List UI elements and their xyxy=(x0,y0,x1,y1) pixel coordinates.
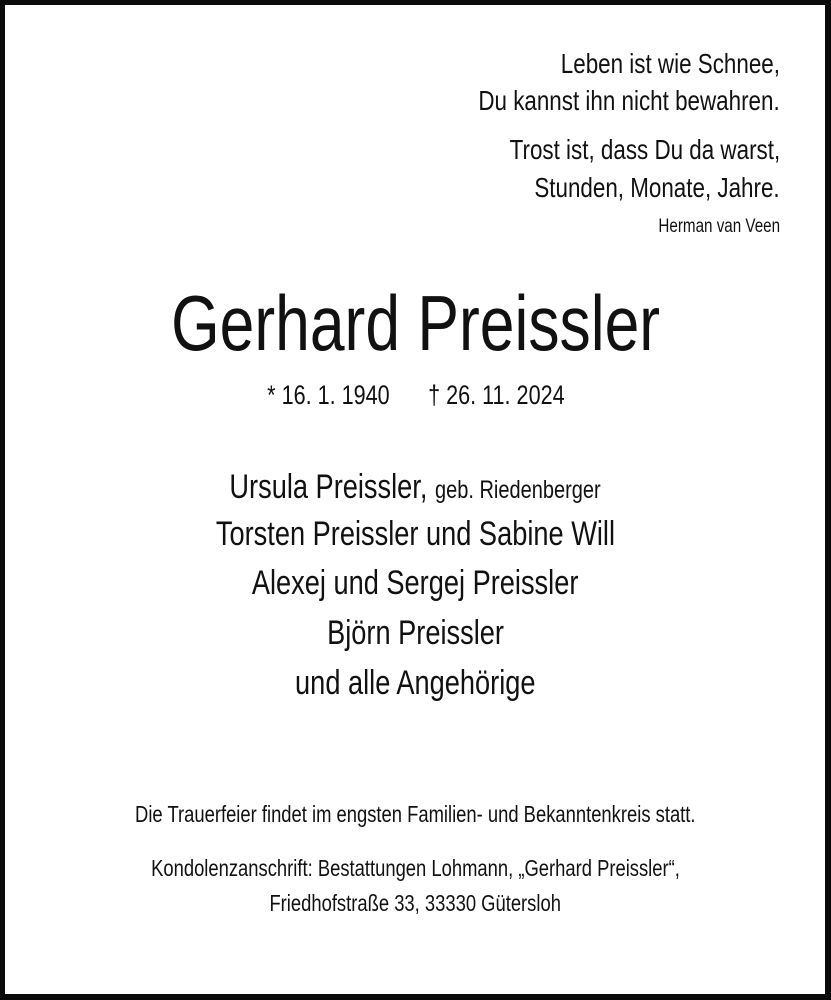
quote-author xyxy=(628,217,780,236)
address-line-1-text: Kondolenzanschrift: Bestattungen Lohmann, „Gerhard Preissler“, xyxy=(151,855,680,881)
mourner-line-1-inner xyxy=(230,470,601,504)
quote-line-3 xyxy=(442,136,780,164)
quote-line-3-text: Trost ist, dass Du da warst, xyxy=(509,134,780,165)
birth-date: * 16. 1. 1940 xyxy=(266,380,390,410)
quote-line-2 xyxy=(403,87,780,115)
mourner-line-3 xyxy=(0,566,831,600)
mourner-first-name: Ursula Preissler, xyxy=(229,468,428,506)
address-line-2 xyxy=(0,892,831,915)
quote-line-1 xyxy=(506,50,780,78)
quote-line-2-text: Du kannst ihn nicht bewahren. xyxy=(478,85,780,116)
ceremony-note xyxy=(0,803,831,826)
deceased-name xyxy=(0,279,831,367)
death-date: † 26. 11. 2024 xyxy=(427,380,565,410)
address-line-1 xyxy=(0,857,831,880)
mourner-first-suffix: geb. Riedenberger xyxy=(435,476,602,504)
mourner-line-2-text: Torsten Preissler und Sabine Will xyxy=(215,515,616,553)
mourner-line-2 xyxy=(0,517,831,551)
deceased-name-text: Gerhard Preissler xyxy=(171,279,660,367)
life-dates-inner xyxy=(267,382,564,409)
quote-line-4-text: Stunden, Monate, Jahre. xyxy=(534,172,780,203)
quote-line-1-text: Leben ist wie Schnee, xyxy=(560,48,780,79)
mourner-line-4 xyxy=(0,616,831,650)
mourner-line-5-text: und alle Angehörige xyxy=(295,664,536,702)
quote-author-text: Herman van Veen xyxy=(658,216,780,237)
life-dates xyxy=(0,382,831,409)
quote-line-4 xyxy=(473,174,780,202)
address-line-2-text: Friedhofstraße 33, 33330 Gütersloh xyxy=(269,890,562,916)
ceremony-note-text: Die Trauerfeier findet im engsten Familien- und Bekanntenkreis statt. xyxy=(135,801,696,827)
mourner-line-1 xyxy=(0,470,831,504)
mourner-line-5 xyxy=(0,666,831,700)
mourner-line-3-text: Alexej und Sergej Preissler xyxy=(252,564,579,602)
mourner-line-4-text: Björn Preissler xyxy=(327,614,504,652)
